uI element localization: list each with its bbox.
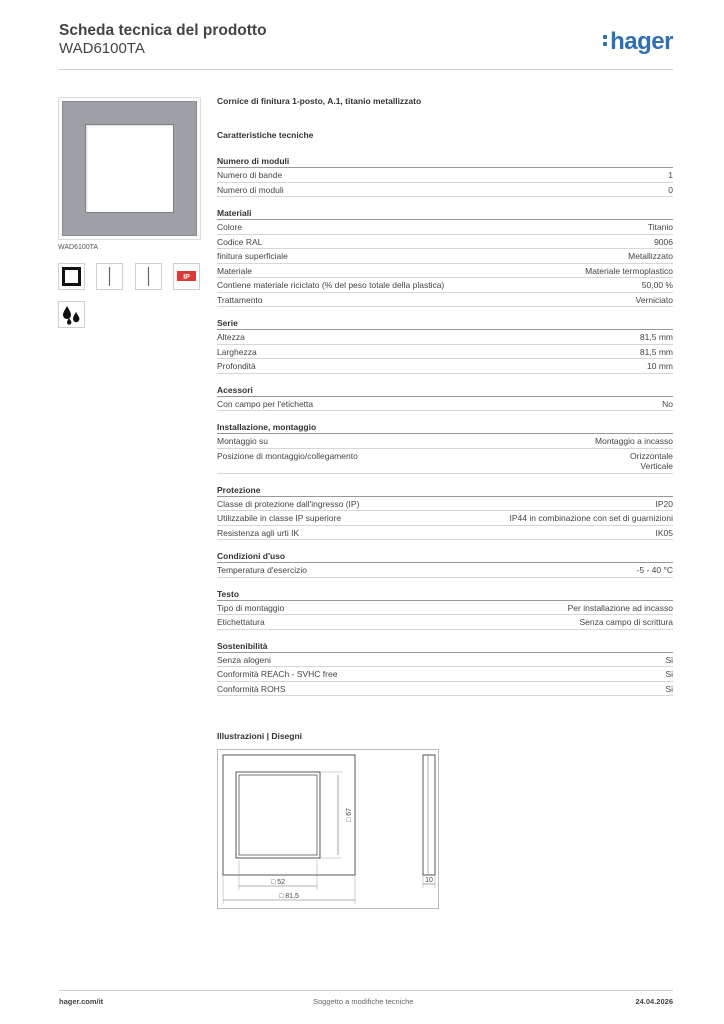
spec-row (217, 397, 673, 412)
spec-section (217, 550, 673, 578)
spec-sections (217, 155, 673, 706)
spec-label: Conformità REACh - SVHC free (217, 669, 338, 679)
spec-label: Contiene materiale riciclato (% del peso totale della plastica) (217, 280, 445, 290)
spec-row (217, 345, 673, 360)
spec-value (668, 170, 673, 181)
hager-logo: hager (603, 28, 673, 56)
spec-value (640, 347, 673, 358)
spec-value (640, 332, 673, 343)
spec-value (647, 361, 673, 372)
spec-value-line: 9006 (654, 236, 673, 247)
spec-section (217, 588, 673, 630)
spec-section-title: Sostenibilità (217, 640, 673, 653)
ip-rating-icon (173, 263, 200, 290)
spec-section-title: Serie (217, 317, 673, 330)
spec-value (510, 513, 674, 524)
spec-value (637, 565, 673, 576)
spec-section (217, 317, 673, 374)
spec-label: Colore (217, 222, 243, 232)
spec-row (217, 183, 673, 198)
spec-label: Profondità (217, 361, 256, 371)
spec-section (217, 640, 673, 697)
side-view (423, 755, 435, 875)
spec-label: Conformità ROHS (217, 683, 286, 694)
spec-value-line: IP44 in combinazione con set di guarnizioni (509, 513, 673, 523)
spec-section (217, 384, 673, 412)
spec-label: Con campo per l'etichetta (217, 398, 314, 409)
spec-label: Numero di moduli (217, 184, 284, 195)
spec-value-line: IP20 (655, 498, 673, 509)
spec-row (217, 667, 673, 682)
spec-value-line: Montaggio a incasso (595, 436, 673, 446)
spec-row (217, 449, 673, 474)
logo-dots-icon (603, 32, 608, 48)
technical-features-heading: Caratteristiche tecniche (217, 130, 314, 140)
spec-value-line: Materiale termoplastico (585, 265, 673, 276)
spec-label: Etichettatura (217, 617, 265, 627)
footer-divider (59, 990, 673, 991)
spec-row (217, 168, 673, 183)
spec-value-line: Orizzontale (630, 450, 673, 461)
spec-row (217, 497, 673, 512)
spec-label: Montaggio su (217, 436, 269, 446)
spec-row (217, 235, 673, 250)
spec-value (656, 528, 674, 539)
spec-value (642, 280, 673, 291)
cover-frame (62, 101, 197, 236)
front-view-opening (239, 775, 317, 855)
spec-label: Resistenza agli urti IK (217, 527, 300, 538)
product-image (58, 97, 201, 240)
footer-date: 24.04.2026 (635, 997, 673, 1006)
spec-row (217, 601, 673, 616)
spec-value-line: 50,00 % (641, 280, 673, 290)
spec-row (217, 278, 673, 293)
spec-row (217, 330, 673, 345)
spec-value (665, 669, 673, 680)
spec-label: Codice RAL (217, 236, 263, 247)
product-image-caption: WAD6100TA (58, 244, 99, 251)
spec-section-title: Condizioni d'uso (217, 550, 673, 563)
spec-row (217, 264, 673, 279)
product-code: WAD6100TA (59, 40, 145, 57)
footer-notice: Soggetto a modifiche tecniche (313, 997, 414, 1006)
spec-value (579, 617, 673, 628)
spec-value-line: 81,5 mm (639, 332, 673, 342)
spec-row (217, 249, 673, 264)
spec-label: Temperatura d'esercizio (217, 565, 307, 575)
spec-value-line: No (662, 398, 673, 409)
spec-value (595, 436, 673, 447)
spec-value-line: Si (665, 683, 673, 694)
spec-row (217, 526, 673, 541)
spec-value-line: 0 (668, 184, 673, 195)
spec-value-line: Titanio (647, 222, 673, 232)
spec-section (217, 155, 673, 197)
spec-value-line: IK05 (655, 527, 673, 538)
spec-value (585, 266, 673, 277)
spec-row (217, 359, 673, 374)
spec-value-line: Senza campo di scrittura (579, 617, 673, 627)
spec-value (654, 237, 673, 248)
spec-value (648, 222, 673, 233)
spec-row (217, 293, 673, 308)
spec-value (665, 655, 673, 666)
spec-value-line: Metallizzato (628, 251, 673, 261)
spec-value-line: -5 - 40 °C (636, 565, 673, 575)
ip-rating-label: IP (183, 274, 190, 281)
spec-value (628, 251, 673, 262)
spec-section-title: Protezione (217, 484, 673, 497)
footer-website-link[interactable]: hager.com/it (59, 997, 104, 1006)
spec-row (217, 563, 673, 578)
spec-label: Utilizzabile in classe IP superiore (217, 513, 342, 523)
spec-row (217, 615, 673, 630)
height-dimension-label: □ 67 (346, 808, 353, 822)
spec-row (217, 434, 673, 449)
spec-label: Numero di bande (217, 170, 283, 180)
spec-section (217, 207, 673, 307)
spec-section-title: Materiali (217, 207, 673, 220)
spec-label: Materiale (217, 265, 252, 276)
spec-row (217, 511, 673, 526)
spec-value-line: Verniciato (635, 294, 673, 305)
document-title: Scheda tecnica del prodotto (59, 22, 267, 39)
spec-label: Posizione di montaggio/collegamento (217, 450, 358, 461)
spec-value-line: 10 mm (647, 361, 673, 371)
spec-value-line: 81,5 mm (639, 346, 673, 357)
illustrations-title: Illustrazioni | Disegni (217, 731, 303, 741)
spec-value-line: 1 (668, 170, 673, 180)
spec-row (217, 682, 673, 697)
spec-value (636, 295, 673, 306)
spec-value-line: Verticale (640, 461, 673, 471)
spec-label: Trattamento (217, 294, 263, 305)
vertical-mount-icon (96, 263, 123, 290)
page-header (59, 22, 673, 70)
spec-label: Classe di protezione dall'ingresso (IP) (217, 498, 360, 509)
spec-value-line: Si (665, 669, 673, 679)
spec-row (217, 653, 673, 668)
dimension-drawing (218, 750, 440, 910)
spec-value-line: Per installazione ad incasso (567, 602, 673, 613)
outer-width-dimension-label: □ 81,5 (279, 893, 299, 900)
frame-opening (86, 125, 173, 212)
depth-dimension-label: 10 (425, 877, 433, 884)
spec-label: Tipo di montaggio (217, 602, 285, 613)
spec-label: finitura superficiale (217, 251, 288, 261)
spec-section-title: Acessori (217, 384, 673, 397)
spec-section-title: Testo (217, 588, 673, 601)
spec-section (217, 484, 673, 541)
spec-section-title: Numero di moduli (217, 155, 673, 168)
spec-value (656, 499, 674, 510)
technical-drawing (217, 749, 439, 909)
spec-row (217, 220, 673, 235)
spec-value-line: Si (665, 654, 673, 665)
spec-section (217, 421, 673, 474)
inner-width-dimension-label: □ 52 (271, 879, 285, 886)
spec-label: Larghezza (217, 346, 257, 357)
spec-label: Altezza (217, 332, 245, 342)
spec-label: Senza alogeni (217, 654, 271, 665)
vertical-line-icon (135, 263, 162, 290)
product-description: Cornice di finitura 1-posto, A.1, titanio metallizzato (217, 96, 422, 106)
spec-value (665, 684, 673, 695)
water-drops-icon (58, 301, 85, 328)
square-frame-icon (58, 263, 85, 290)
spec-section-title: Installazione, montaggio (217, 421, 673, 434)
spec-value (568, 603, 673, 614)
spec-value (630, 451, 673, 472)
spec-value (668, 185, 673, 196)
spec-value (662, 399, 673, 410)
